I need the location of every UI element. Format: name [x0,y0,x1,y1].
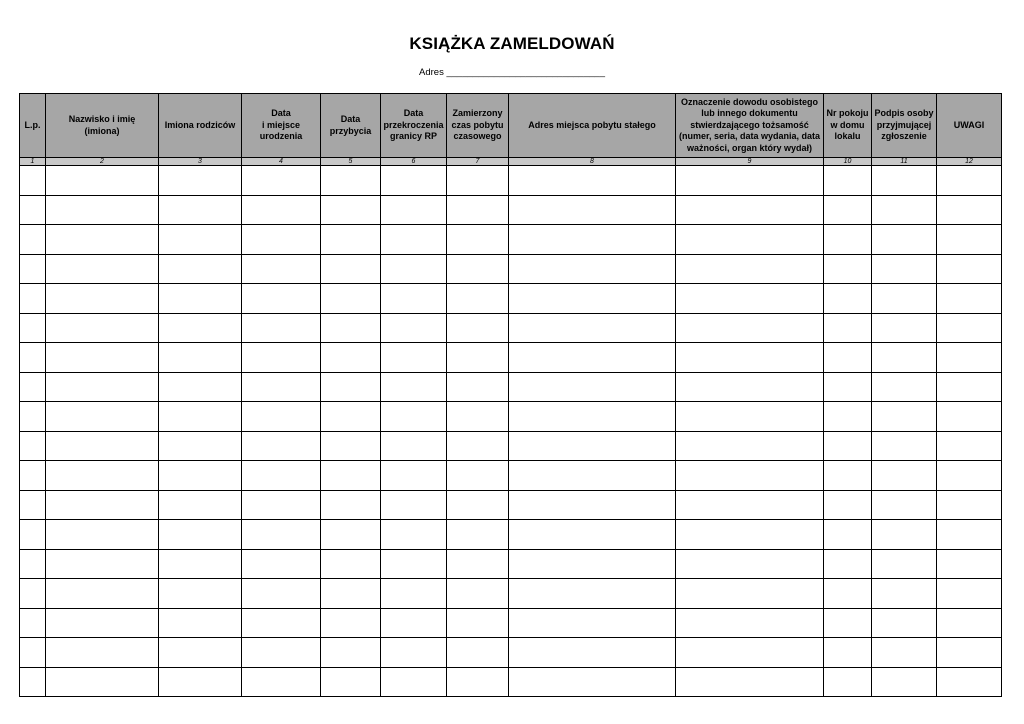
table-cell[interactable] [937,461,1002,491]
table-row [20,461,1002,491]
table-cell[interactable] [676,520,824,550]
table-cell[interactable] [447,549,509,579]
table-cell[interactable] [20,608,46,638]
column-header-7 [447,94,509,158]
table-cell[interactable] [46,461,159,491]
table-cell[interactable] [242,225,321,255]
table-cell[interactable] [509,195,676,225]
table-cell[interactable] [872,579,937,609]
column-header-label: Data przekroczenia granicy RP [383,108,444,142]
table-cell[interactable] [159,166,242,196]
table-cell[interactable] [20,166,46,196]
table-cell[interactable] [159,254,242,284]
column-header-9 [676,94,824,158]
registration-table [19,93,1002,697]
table-cell[interactable] [20,254,46,284]
table-cell[interactable] [872,608,937,638]
document-title: KSIĄŻKA ZAMELDOWAŃ [409,34,615,53]
table-cell[interactable] [824,166,872,196]
table-cell[interactable] [242,461,321,491]
table-cell[interactable] [824,225,872,255]
table-cell[interactable] [824,608,872,638]
column-header-label: Nr pokoju w domu lokalu [826,108,869,142]
table-row [20,520,1002,550]
table-cell[interactable] [46,284,159,314]
table-cell[interactable] [676,343,824,373]
table-cell[interactable] [676,284,824,314]
column-header-label: Data przybycia [329,114,372,136]
table-cell[interactable] [509,254,676,284]
table-cell[interactable] [46,667,159,697]
table-cell[interactable] [381,638,447,668]
table-cell[interactable] [381,667,447,697]
table-cell[interactable] [321,402,381,432]
header-row [20,94,1002,158]
table-cell[interactable] [20,402,46,432]
table-cell[interactable] [447,284,509,314]
table-cell[interactable] [321,343,381,373]
column-header-10 [824,94,872,158]
table-cell[interactable] [447,166,509,196]
table-cell[interactable] [242,667,321,697]
table-cell[interactable] [509,461,676,491]
table-cell[interactable] [46,313,159,343]
table-cell[interactable] [20,667,46,697]
table-cell[interactable] [381,490,447,520]
table-cell[interactable] [321,166,381,196]
table-cell[interactable] [242,638,321,668]
table-cell[interactable] [824,431,872,461]
table-cell[interactable] [937,372,1002,402]
table-cell[interactable] [937,667,1002,697]
table-cell[interactable] [46,254,159,284]
column-header-label: Data i miejsce urodzenia [259,108,303,142]
table-row [20,667,1002,697]
table-cell[interactable] [159,461,242,491]
table-cell[interactable] [46,195,159,225]
table-cell[interactable] [381,313,447,343]
column-number-1: 1 [20,158,46,166]
table-cell[interactable] [676,254,824,284]
table-cell[interactable] [20,431,46,461]
table-cell[interactable] [872,638,937,668]
table-cell[interactable] [46,520,159,550]
column-header-5 [321,94,381,158]
table-cell[interactable] [46,402,159,432]
table-cell[interactable] [20,195,46,225]
table-cell[interactable] [872,490,937,520]
table-cell[interactable] [381,195,447,225]
address-line [0,67,1024,78]
table-cell[interactable] [937,343,1002,373]
column-number-3: 3 [159,158,242,166]
table-cell[interactable] [381,166,447,196]
table-cell[interactable] [20,490,46,520]
table-cell[interactable] [242,343,321,373]
table-cell[interactable] [46,490,159,520]
table-cell[interactable] [159,195,242,225]
table-cell[interactable] [824,490,872,520]
table-cell[interactable] [447,195,509,225]
table-cell[interactable] [46,579,159,609]
table-cell[interactable] [381,343,447,373]
table-cell[interactable] [159,372,242,402]
table-cell[interactable] [937,490,1002,520]
table-cell[interactable] [20,313,46,343]
table-cell[interactable] [159,402,242,432]
table-cell[interactable] [937,195,1002,225]
table-cell[interactable] [824,402,872,432]
table-cell[interactable] [872,313,937,343]
table-row [20,402,1002,432]
table-cell[interactable] [824,579,872,609]
table-cell[interactable] [46,638,159,668]
table-cell[interactable] [321,284,381,314]
column-number-row [20,158,1002,166]
table-row [20,431,1002,461]
column-number-9: 9 [676,158,824,166]
table-cell[interactable] [321,225,381,255]
table-cell[interactable] [321,431,381,461]
table-cell[interactable] [447,254,509,284]
column-number-11: 11 [872,158,937,166]
table-cell[interactable] [509,402,676,432]
table-row [20,608,1002,638]
table-cell[interactable] [321,520,381,550]
table-cell[interactable] [321,549,381,579]
table-cell[interactable] [824,520,872,550]
table-cell[interactable] [447,579,509,609]
table-cell[interactable] [20,343,46,373]
table-cell[interactable] [937,608,1002,638]
column-header-label: Adres miejsca pobytu stałego [528,119,656,130]
table-cell[interactable] [447,313,509,343]
column-header-6 [381,94,447,158]
table-cell[interactable] [20,579,46,609]
table-cell[interactable] [937,520,1002,550]
column-header-label: Nazwisko i imię (imiona) [68,114,136,136]
table-cell[interactable] [509,225,676,255]
table-row [20,195,1002,225]
table-cell[interactable] [321,490,381,520]
table-cell[interactable] [46,549,159,579]
table-cell[interactable] [676,461,824,491]
table-cell[interactable] [872,284,937,314]
column-number-12: 12 [937,158,1002,166]
table-row [20,225,1002,255]
table-cell[interactable] [509,343,676,373]
table-cell[interactable] [20,520,46,550]
table-cell[interactable] [381,372,447,402]
table-cell[interactable] [509,608,676,638]
table-cell[interactable] [676,431,824,461]
table-cell[interactable] [20,284,46,314]
table-cell[interactable] [937,313,1002,343]
table-row [20,254,1002,284]
table-cell[interactable] [509,372,676,402]
table-row [20,166,1002,196]
address-field[interactable]: ______________________________ [446,67,605,78]
table-cell[interactable] [381,579,447,609]
table-cell[interactable] [824,667,872,697]
table-cell[interactable] [159,490,242,520]
table-cell[interactable] [509,166,676,196]
table-cell[interactable] [381,402,447,432]
table-cell[interactable] [676,667,824,697]
table-cell[interactable] [242,284,321,314]
table-cell[interactable] [824,195,872,225]
table-cell[interactable] [824,254,872,284]
table-cell[interactable] [46,166,159,196]
table-cell[interactable] [872,461,937,491]
table-cell[interactable] [381,520,447,550]
table-row [20,343,1002,373]
column-number-4: 4 [242,158,321,166]
table-cell[interactable] [321,372,381,402]
table-cell[interactable] [159,520,242,550]
table-cell[interactable] [46,225,159,255]
table-cell[interactable] [824,372,872,402]
column-number-6: 6 [381,158,447,166]
table-cell[interactable] [46,372,159,402]
column-header-1 [20,94,46,158]
column-number-7: 7 [447,158,509,166]
column-number-8: 8 [509,158,676,166]
table-cell[interactable] [321,254,381,284]
table-cell[interactable] [20,461,46,491]
table-cell[interactable] [509,284,676,314]
table-cell[interactable] [242,549,321,579]
table-cell[interactable] [676,638,824,668]
table-cell[interactable] [447,431,509,461]
table-cell[interactable] [447,608,509,638]
table-cell[interactable] [676,490,824,520]
table-cell[interactable] [676,549,824,579]
table-cell[interactable] [159,343,242,373]
table-cell[interactable] [824,638,872,668]
table-cell[interactable] [509,579,676,609]
table-cell[interactable] [872,549,937,579]
table-cell[interactable] [676,608,824,638]
table-cell[interactable] [159,638,242,668]
table-cell[interactable] [20,549,46,579]
table-cell[interactable] [509,313,676,343]
table-cell[interactable] [872,343,937,373]
table-cell[interactable] [676,195,824,225]
table-cell[interactable] [937,638,1002,668]
table-cell[interactable] [509,638,676,668]
table-cell[interactable] [381,254,447,284]
table-row [20,490,1002,520]
table-cell[interactable] [937,579,1002,609]
table-cell[interactable] [872,667,937,697]
table-cell[interactable] [937,431,1002,461]
table-body [20,166,1002,697]
table-cell[interactable] [242,313,321,343]
column-number-2: 2 [46,158,159,166]
table-cell[interactable] [381,431,447,461]
table-cell[interactable] [937,402,1002,432]
table-cell[interactable] [509,490,676,520]
table-cell[interactable] [937,284,1002,314]
table-cell[interactable] [381,284,447,314]
table-cell[interactable] [321,638,381,668]
column-header-12 [937,94,1002,158]
table-cell[interactable] [381,608,447,638]
table-cell[interactable] [676,579,824,609]
table-cell[interactable] [159,313,242,343]
table-cell[interactable] [159,579,242,609]
table-cell[interactable] [872,431,937,461]
table-cell[interactable] [872,225,937,255]
table-cell[interactable] [321,608,381,638]
table-cell[interactable] [242,195,321,225]
table-row [20,313,1002,343]
column-header-3 [159,94,242,158]
table-row [20,579,1002,609]
table-cell[interactable] [381,225,447,255]
table-cell[interactable] [242,254,321,284]
table-cell[interactable] [872,254,937,284]
table-cell[interactable] [159,225,242,255]
table-cell[interactable] [872,166,937,196]
table-cell[interactable] [447,520,509,550]
table-cell[interactable] [937,225,1002,255]
column-header-11 [872,94,937,158]
table-cell[interactable] [509,520,676,550]
table-cell[interactable] [824,461,872,491]
table-cell[interactable] [872,195,937,225]
table-row [20,372,1002,402]
table-cell[interactable] [447,667,509,697]
table-cell[interactable] [20,638,46,668]
table-cell[interactable] [381,549,447,579]
table-cell[interactable] [242,608,321,638]
table-cell[interactable] [321,195,381,225]
table-cell[interactable] [447,638,509,668]
table-cell[interactable] [824,313,872,343]
column-header-label: L.p. [24,119,41,130]
table-cell[interactable] [321,579,381,609]
table-cell[interactable] [872,372,937,402]
table-cell[interactable] [447,490,509,520]
table-cell[interactable] [509,667,676,697]
table-cell[interactable] [676,402,824,432]
table-cell[interactable] [872,520,937,550]
table-cell[interactable] [242,579,321,609]
table-cell[interactable] [447,461,509,491]
table-cell[interactable] [20,225,46,255]
column-header-label: UWAGI [953,119,985,130]
table-cell[interactable] [46,431,159,461]
table-cell[interactable] [872,402,937,432]
table-cell[interactable] [447,372,509,402]
table-cell[interactable] [381,461,447,491]
column-header-8 [509,94,676,158]
table-cell[interactable] [321,313,381,343]
table-cell[interactable] [46,608,159,638]
table-cell[interactable] [824,284,872,314]
column-header-4 [242,94,321,158]
table-row [20,549,1002,579]
table-cell[interactable] [676,166,824,196]
table-cell[interactable] [321,461,381,491]
table-cell[interactable] [242,402,321,432]
address-label: Adres [419,67,444,78]
table-cell[interactable] [242,490,321,520]
column-header-label: Zamierzony czas pobytu czasowego [451,108,504,142]
table-cell[interactable] [159,667,242,697]
table-cell[interactable] [447,225,509,255]
table-cell[interactable] [676,313,824,343]
column-header-label: Oznaczenie dowodu osobistego lub innego dokumentu stwierdzającego tożsamość (numer, seria, data wydania, data ważności, organ który wydał) [678,96,821,153]
table-cell[interactable] [321,667,381,697]
table-cell[interactable] [46,343,159,373]
table-cell[interactable] [509,431,676,461]
table-cell[interactable] [242,520,321,550]
table-cell[interactable] [20,372,46,402]
column-header-label: Podpis osoby przyjmującej zgłoszenie [874,108,934,142]
table-cell[interactable] [824,343,872,373]
table-row [20,638,1002,668]
table-cell[interactable] [159,608,242,638]
table-cell[interactable] [937,166,1002,196]
table-cell[interactable] [676,372,824,402]
table-cell[interactable] [242,431,321,461]
table-cell[interactable] [676,225,824,255]
table-cell[interactable] [824,549,872,579]
column-number-10: 10 [824,158,872,166]
table-cell[interactable] [937,254,1002,284]
table-cell[interactable] [937,549,1002,579]
table-cell[interactable] [159,284,242,314]
table-cell[interactable] [509,549,676,579]
column-header-label: Imiona rodziców [164,119,236,130]
table-cell[interactable] [159,431,242,461]
column-number-5: 5 [321,158,381,166]
table-cell[interactable] [242,372,321,402]
table-cell[interactable] [447,343,509,373]
column-header-2 [46,94,159,158]
table-cell[interactable] [242,166,321,196]
table-cell[interactable] [159,549,242,579]
table-cell[interactable] [447,402,509,432]
table-row [20,284,1002,314]
